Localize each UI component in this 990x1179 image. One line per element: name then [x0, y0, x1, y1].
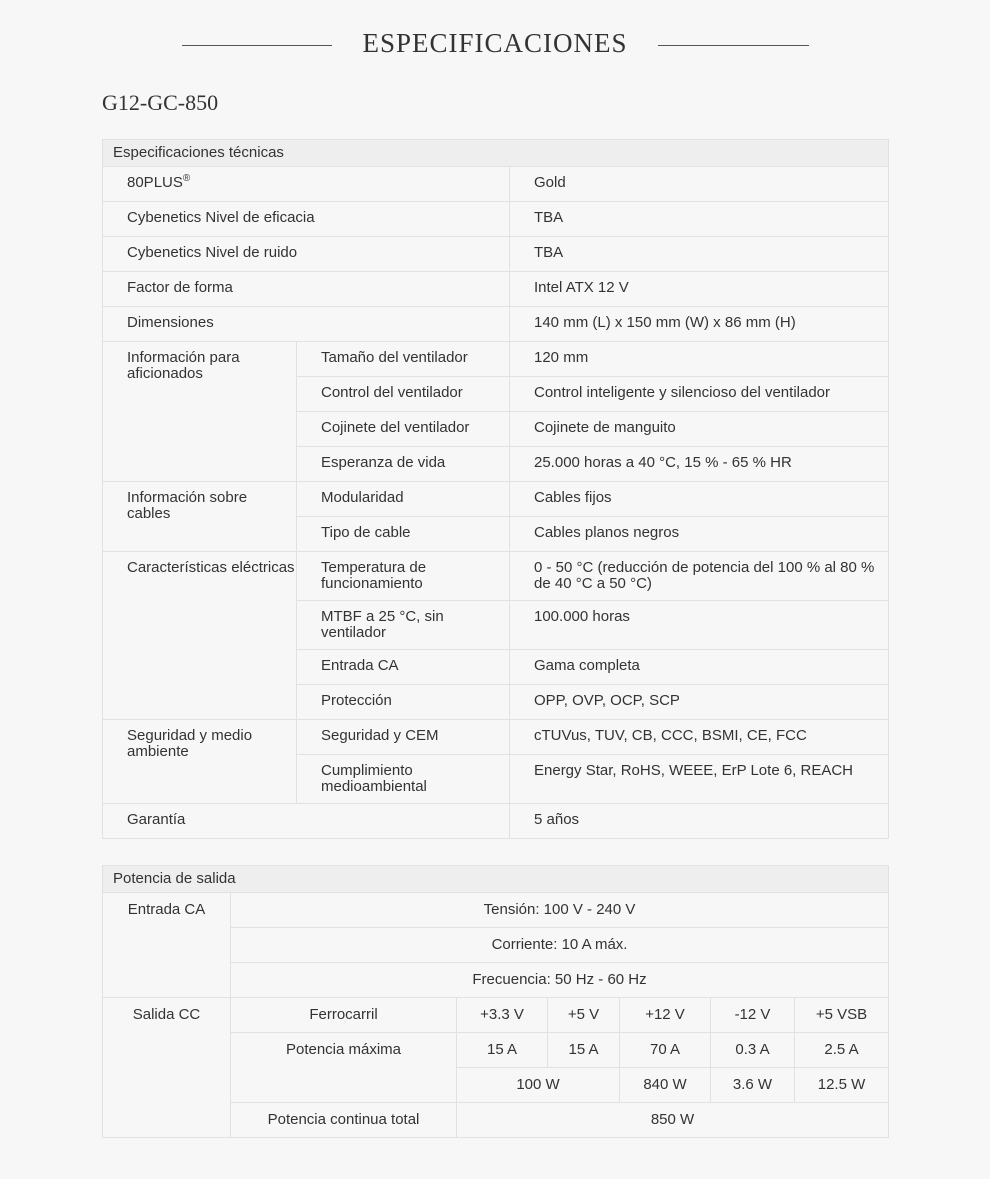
combined-5vsb-power: 12.5 W [795, 1068, 889, 1103]
spec-value: TBA [510, 202, 889, 237]
spec-label: Control del ventilador [297, 377, 510, 412]
registered-mark: ® [182, 173, 191, 184]
table-row [103, 720, 889, 755]
spec-label: MTBF a 25 °C, sin ventilador [297, 601, 510, 650]
combined-12v-power: 840 W [620, 1068, 711, 1103]
power-section-title: Potencia de salida [103, 866, 889, 893]
power-output-table [102, 865, 889, 1138]
spec-value: 120 mm [510, 342, 889, 377]
spec-label: Dimensiones [103, 307, 510, 342]
combined-3v3-5v-power: 100 W [457, 1068, 620, 1103]
spec-value: TBA [510, 237, 889, 272]
spec-label: Temperatura de funcionamiento [297, 552, 510, 601]
spec-label: Esperanza de vida [297, 447, 510, 482]
spec-group-label: Información para aficionados [103, 342, 297, 482]
rail-5v: +5 V [548, 998, 620, 1033]
spec-value: 100.000 horas [510, 601, 889, 650]
spec-label: Cumplimiento medioambiental [297, 755, 510, 804]
spec-value: Cables planos negros [510, 517, 889, 552]
table-row [103, 893, 889, 928]
spec-label: Cybenetics Nivel de eficacia [103, 202, 510, 237]
rail-5vsb: +5 VSB [795, 998, 889, 1033]
spec-value: Energy Star, RoHS, WEEE, ErP Lote 6, REACH [510, 755, 889, 804]
table-row [103, 998, 889, 1033]
spec-value: Cojinete de manguito [510, 412, 889, 447]
ac-input-label: Entrada CA [103, 893, 231, 998]
table-row [103, 307, 889, 342]
model-name: G12-GC-850 [102, 90, 219, 115]
table-row [103, 552, 889, 601]
max-power-label: Potencia máxima [231, 1033, 457, 1103]
spec-value: Cables fijos [510, 482, 889, 517]
spec-label: Tamaño del ventilador [297, 342, 510, 377]
spec-value: 5 años [510, 804, 889, 839]
spec-value: Gama completa [510, 650, 889, 685]
spec-value: Gold [510, 167, 889, 202]
frequency-value: Frecuencia: 50 Hz - 60 Hz [231, 963, 889, 998]
combined-neg12v-power: 3.6 W [711, 1068, 795, 1103]
spec-group-label: Información sobre cables [103, 482, 297, 552]
spec-group-label: Características eléctricas [103, 552, 297, 720]
rail-neg12v: -12 V [711, 998, 795, 1033]
spec-label: Entrada CA [297, 650, 510, 685]
total-power-value: 850 W [457, 1103, 889, 1138]
spec-value: cTUVus, TUV, CB, CCC, BSMI, CE, FCC [510, 720, 889, 755]
spec-label: Cojinete del ventilador [297, 412, 510, 447]
table-row [103, 272, 889, 307]
max-amp-5v: 15 A [548, 1033, 620, 1068]
table-row [103, 804, 889, 839]
table-row [103, 167, 889, 202]
spec-label: Tipo de cable [297, 517, 510, 552]
spec-label: Modularidad [297, 482, 510, 517]
table-row [103, 482, 889, 517]
header-divider-right [658, 45, 809, 46]
spec-label: 80PLUS® [103, 167, 510, 202]
page-title: ESPECIFICACIONES [362, 28, 628, 58]
spec-value: OPP, OVP, OCP, SCP [510, 685, 889, 720]
spec-label: Cybenetics Nivel de ruido [103, 237, 510, 272]
total-power-label: Potencia continua total [231, 1103, 457, 1138]
spec-value: 0 - 50 °C (reducción de potencia del 100 % al 80 % de 40 °C a 50 °C) [510, 552, 889, 601]
table-row [103, 202, 889, 237]
max-amp-5vsb: 2.5 A [795, 1033, 889, 1068]
table-row [103, 342, 889, 377]
spec-table [102, 139, 889, 839]
max-amp-neg12v: 0.3 A [711, 1033, 795, 1068]
spec-label: Protección [297, 685, 510, 720]
spec-value: Intel ATX 12 V [510, 272, 889, 307]
spec-value: 140 mm (L) x 150 mm (W) x 86 mm (H) [510, 307, 889, 342]
spec-group-label: Seguridad y medio ambiente [103, 720, 297, 804]
spec-value: Control inteligente y silencioso del ventilador [510, 377, 889, 412]
max-amp-3v3: 15 A [457, 1033, 548, 1068]
section-header [0, 28, 990, 64]
voltage-value: Tensión: 100 V - 240 V [231, 893, 889, 928]
dc-output-label: Salida CC [103, 998, 231, 1138]
spec-label: Factor de forma [103, 272, 510, 307]
table-row [103, 237, 889, 272]
spec-label: Seguridad y CEM [297, 720, 510, 755]
max-amp-12v: 70 A [620, 1033, 711, 1068]
rail-3v3: +3.3 V [457, 998, 548, 1033]
spec-label: Garantía [103, 804, 510, 839]
current-value: Corriente: 10 A máx. [231, 928, 889, 963]
spec-section-title: Especificaciones técnicas [103, 140, 889, 167]
spec-value: 25.000 horas a 40 °C, 15 % - 65 % HR [510, 447, 889, 482]
rail-12v: +12 V [620, 998, 711, 1033]
rail-label: Ferrocarril [231, 998, 457, 1033]
